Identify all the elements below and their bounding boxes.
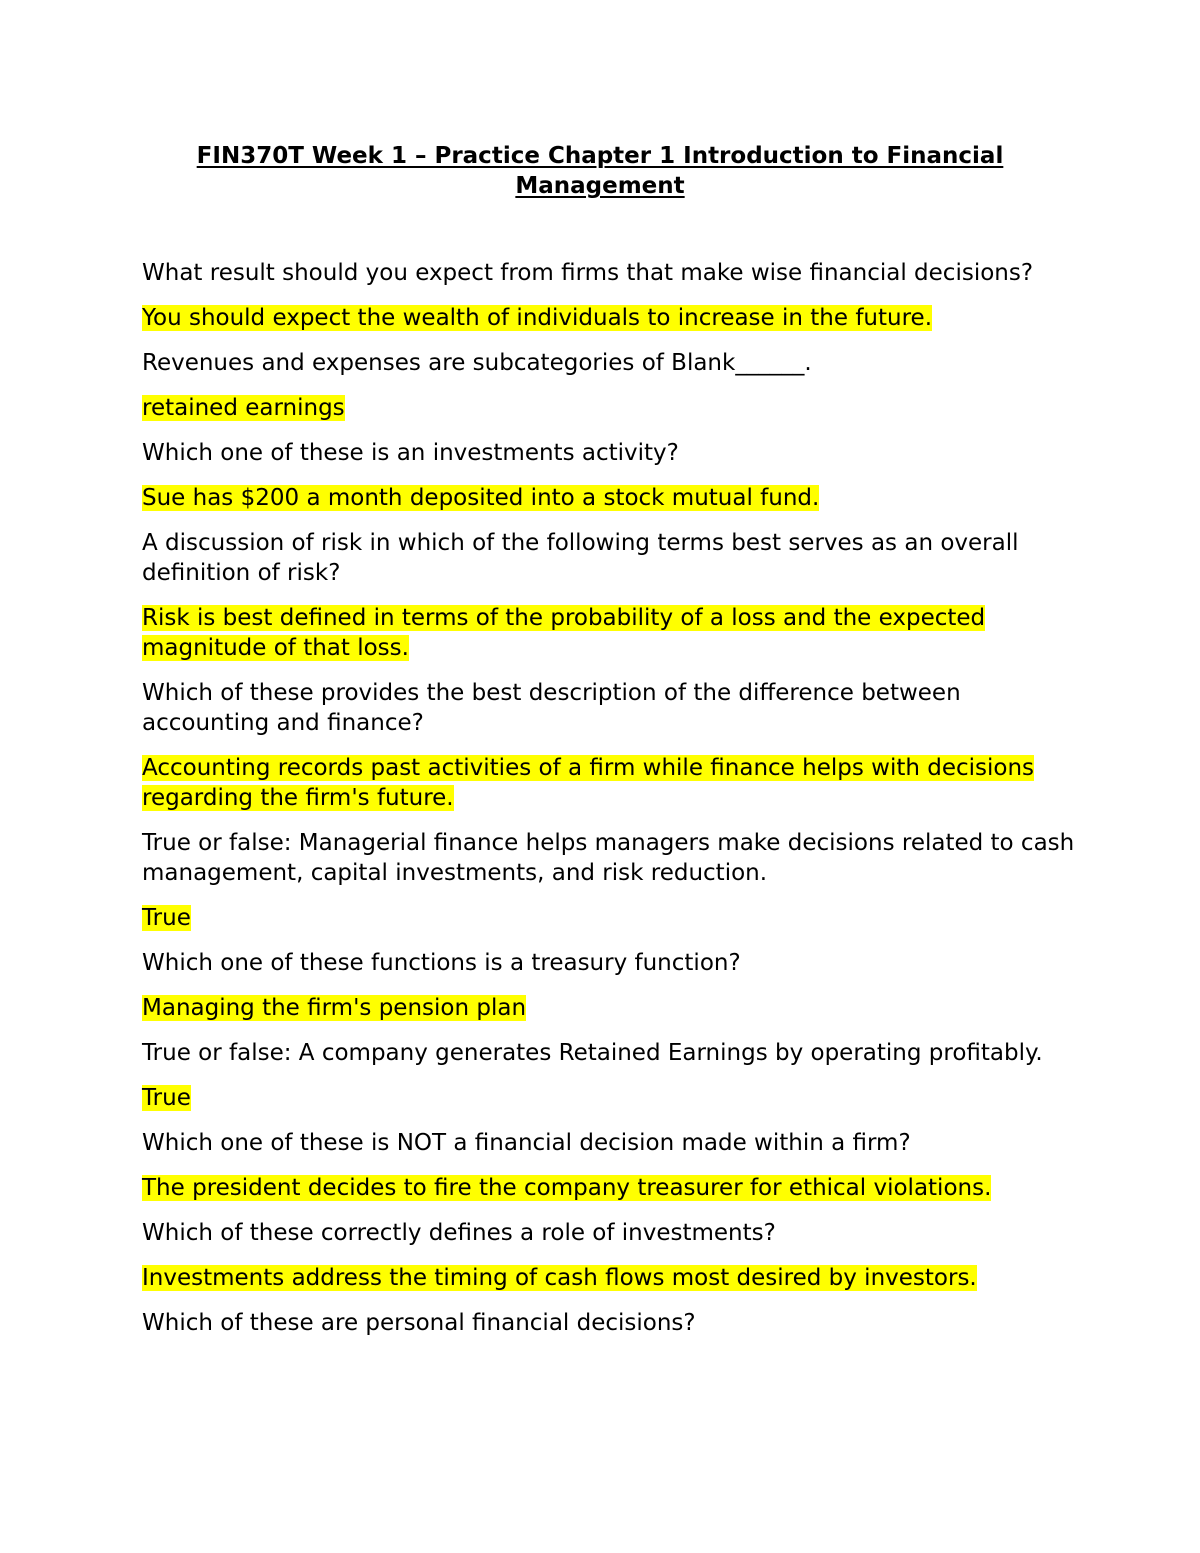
question-2: Revenues and expenses are subcategories of Blank______.	[142, 350, 812, 376]
question-9: Which one of these is NOT a financial decision made within a firm?	[142, 1130, 911, 1156]
answer-10	[142, 1263, 1082, 1293]
question-8: True or false: A company generates Retained Earnings by operating profitably.	[142, 1040, 1043, 1066]
answer-highlight: Risk is best defined in terms of the probability of a loss and the expected magnitude of that loss.	[142, 605, 986, 661]
question-1: What result should you expect from firms that make wise financial decisions?	[142, 260, 1034, 286]
question-11: Which of these are personal financial decisions?	[142, 1310, 696, 1336]
answer-highlight: Investments address the timing of cash flows most desired by investors.	[142, 1265, 977, 1291]
answer-highlight: Managing the firm's pension plan	[142, 995, 527, 1021]
answer-highlight: retained earnings	[142, 395, 345, 421]
answer-highlight: True	[142, 1085, 191, 1111]
question-10: Which of these correctly defines a role of investments?	[142, 1220, 776, 1246]
answer-highlight: Sue has $200 a month deposited into a stock mutual fund.	[142, 485, 820, 511]
document-body	[142, 258, 1082, 1353]
question-5: Which of these provides the best description of the difference between accounting and finance?	[142, 680, 961, 736]
answer-7	[142, 993, 1082, 1023]
question-4: A discussion of risk in which of the following terms best serves as an overall definition of risk?	[142, 530, 1019, 586]
question-3: Which one of these is an investments activity?	[142, 440, 679, 466]
answer-2	[142, 393, 1082, 423]
answer-9	[142, 1173, 1082, 1203]
document-title: FIN370T Week 1 – Practice Chapter 1 Introduction to Financial Management	[196, 143, 1004, 199]
question-7: Which one of these functions is a treasury function?	[142, 950, 741, 976]
question-6: True or false: Managerial finance helps managers make decisions related to cash management, capital investments, and risk reduction.	[142, 830, 1075, 886]
answer-6	[142, 903, 1082, 933]
answer-8	[142, 1083, 1082, 1113]
answer-highlight: Accounting records past activities of a firm while finance helps with decisions regarding the firm's future.	[142, 755, 1035, 811]
answer-highlight: The president decides to fire the company treasurer for ethical violations.	[142, 1175, 992, 1201]
answer-highlight: You should expect the wealth of individuals to increase in the future.	[142, 305, 933, 331]
answer-highlight: True	[142, 905, 191, 931]
answer-5	[142, 753, 1082, 813]
answer-4	[142, 603, 1082, 663]
answer-3	[142, 483, 1082, 513]
answer-1	[142, 303, 1082, 333]
